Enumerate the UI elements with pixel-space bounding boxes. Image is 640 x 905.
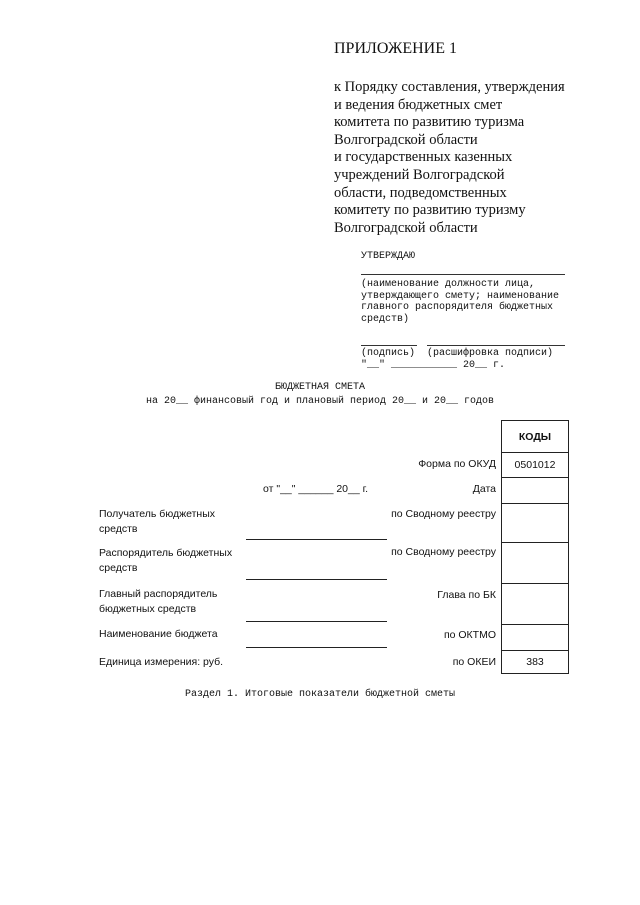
appendix-line: и ведения бюджетных смет (334, 96, 503, 113)
appendix-reference (334, 79, 565, 237)
bk-chapter-label: Глава по БК (437, 589, 496, 601)
label-line: Главный распорядитель (99, 588, 218, 600)
section-title: Раздел 1. Итоговые показатели бюджетной сметы (184, 689, 456, 700)
label-line: Получатель бюджетных (99, 508, 216, 520)
approval-block (361, 251, 565, 326)
document-period: на 20__ финансовый год и плановый период 20__ и 20__ годов (145, 396, 495, 407)
appendix-title: ПРИЛОЖЕНИЕ 1 (334, 40, 458, 57)
appendix-line: к Порядку составления, утверждения (334, 79, 565, 95)
appendix-line: Волгоградской области (334, 219, 478, 236)
label-line: средств (99, 523, 138, 535)
document-title: БЮДЖЕТНАЯ СМЕТА (274, 382, 365, 393)
okei-code: 383 (502, 651, 569, 674)
registry-code-manager (502, 543, 569, 584)
approval-position-line (361, 273, 565, 275)
registry-label-recipient: по Сводному реестру (391, 508, 496, 520)
codes-table (501, 420, 569, 674)
approval-caption-line: главного распорядителя бюджетных (361, 302, 554, 314)
recipient-underline (246, 538, 387, 540)
date-label: Дата (472, 483, 496, 495)
approval-caption-line: средств) (361, 314, 410, 326)
chief-manager-underline (246, 620, 387, 622)
recipient-label (99, 507, 215, 537)
registry-label-manager: по Сводному реестру (391, 546, 496, 558)
approval-caption-line: утверждающего смету; наименование (361, 290, 560, 302)
registry-code-recipient (502, 504, 569, 543)
approval-date: "__" ___________ 20__ г. (361, 360, 506, 371)
appendix-line: учреждений Волгоградской (334, 166, 505, 183)
label-line: Распорядитель бюджетных (99, 547, 233, 559)
unit-label: Единица измерения: руб. (99, 656, 224, 668)
appendix-line: комитету по развитию туризму (334, 202, 526, 219)
date-code (502, 478, 569, 504)
budget-name-underline (246, 646, 387, 648)
appendix-line: Волгоградской области (334, 131, 478, 148)
oktmo-code (502, 625, 569, 651)
manager-label (99, 546, 232, 576)
budget-name-label: Наименование бюджета (99, 628, 218, 640)
label-line: бюджетных средств (99, 603, 197, 615)
signature-caption: (подпись) (расшифровка подписи) (361, 348, 554, 359)
appendix-line: области, подведомственных (334, 184, 507, 201)
okud-code: 0501012 (502, 453, 569, 478)
chief-manager-label (99, 587, 217, 617)
manager-underline (246, 578, 387, 580)
signature-line (361, 345, 417, 346)
okud-label: Форма по ОКУД (418, 458, 496, 470)
signature-decoding-line (427, 345, 565, 346)
approval-heading: УТВЕРЖДАЮ (361, 251, 416, 262)
label-line: средств (99, 562, 138, 574)
appendix-line: и государственных казенных (334, 149, 513, 166)
okei-label: по ОКЕИ (452, 656, 496, 668)
bk-chapter-code (502, 584, 569, 625)
date-from: от "__" ______ 20__ г. (263, 483, 369, 495)
approval-caption-line: (наименование должности лица, (361, 278, 536, 290)
appendix-line: комитета по развитию туризма (334, 114, 525, 131)
oktmo-label: по ОКТМО (443, 629, 496, 641)
codes-header: КОДЫ (502, 421, 569, 453)
